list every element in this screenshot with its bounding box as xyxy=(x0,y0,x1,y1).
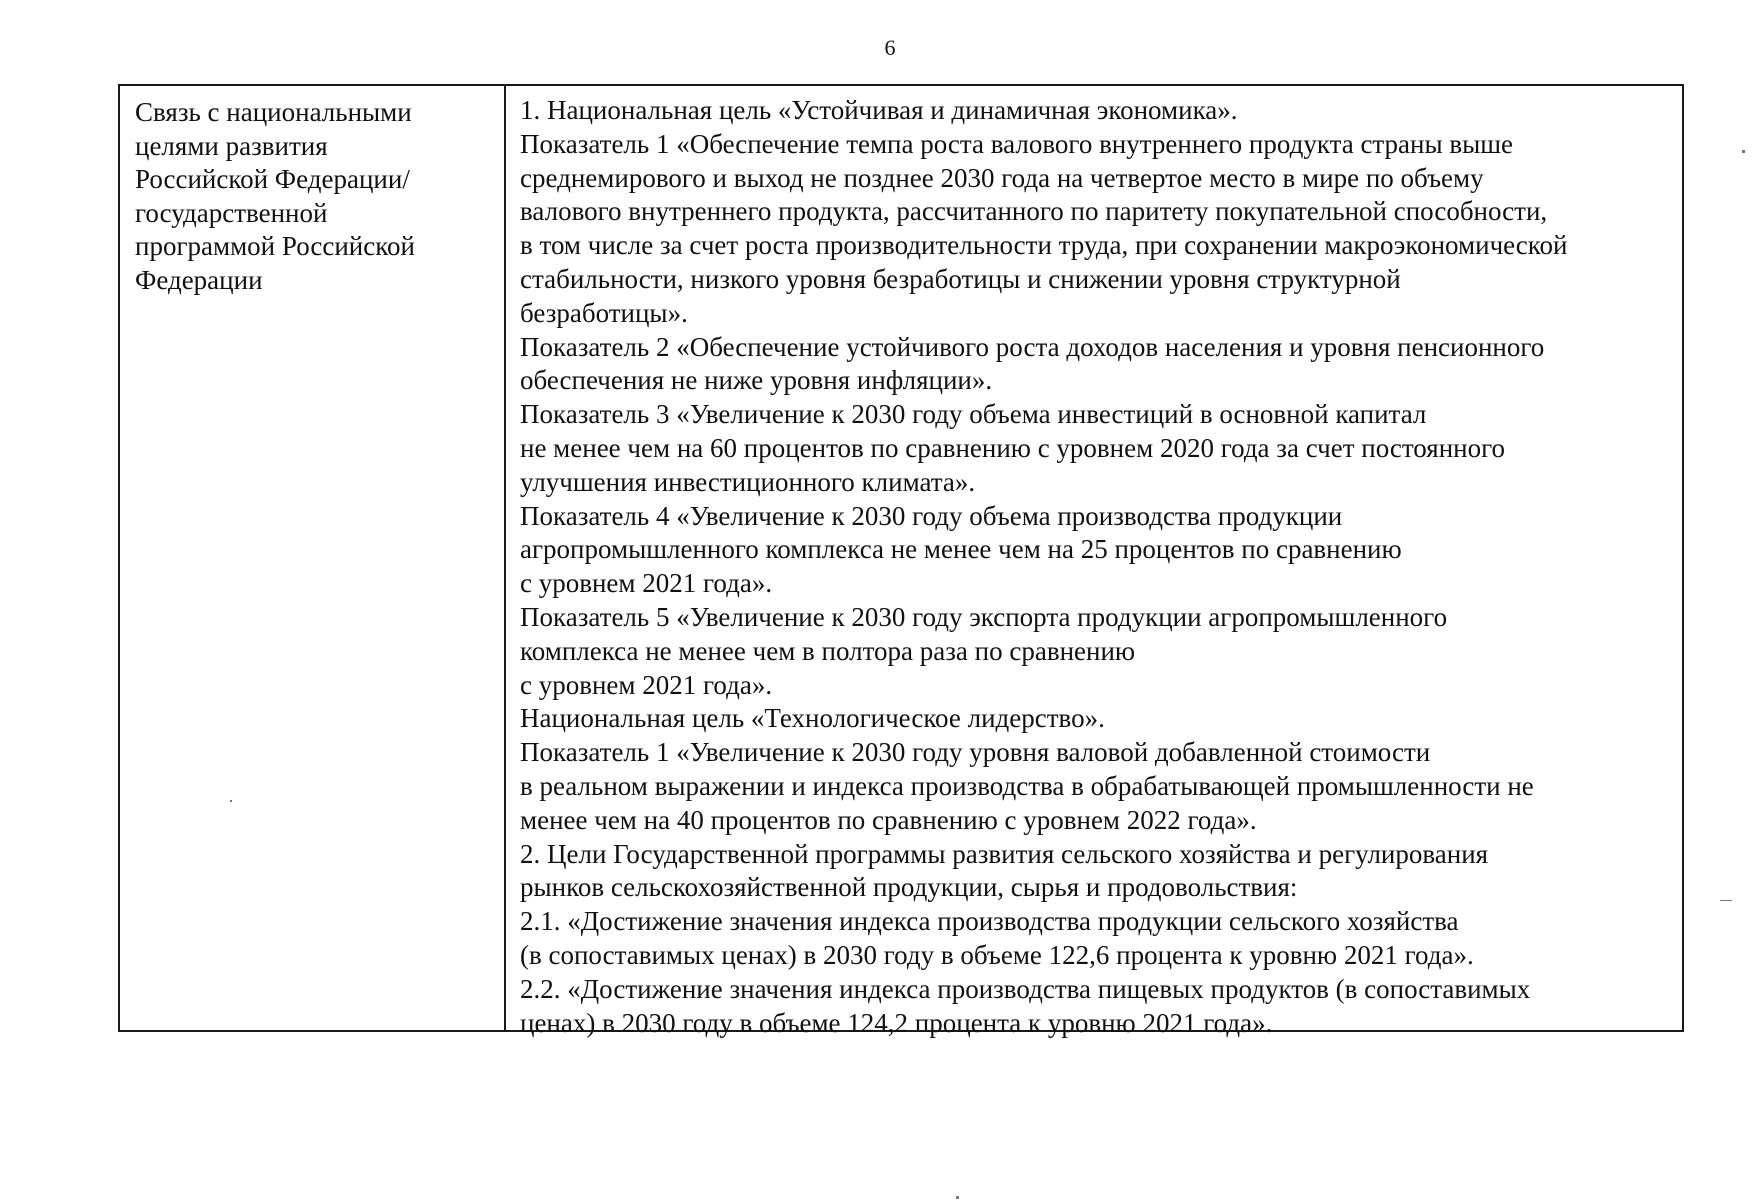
label-line: программой Российской xyxy=(135,231,415,261)
content-line: валового внутреннего продукта, рассчитанного по паритету покупательной способности, xyxy=(520,196,1548,227)
content-line: стабильности, низкого уровня безработицы и снижении уровня структурной xyxy=(520,263,1401,294)
content-line: с уровнем 2021 года». xyxy=(520,568,773,599)
content-line: Национальная цель «Технологическое лидерство». xyxy=(520,703,1105,734)
label-line: Федерации xyxy=(135,264,263,295)
content-line: улучшения инвестиционного климата». xyxy=(520,466,976,497)
document-table xyxy=(118,84,1684,1038)
content-line: в том числе за счет роста производительности труда, при сохранении макроэкономической xyxy=(520,230,1568,261)
content-line: агропромышленного комплекса не менее чем на 25 процентов по сравнению xyxy=(520,534,1402,565)
content-line: не менее чем на 60 процентов по сравнению с уровнем 2020 года за счет постоянного xyxy=(520,432,1505,463)
content-line: 2.2. «Достижение значения индекса производства пищевых продуктов (в сопоставимых xyxy=(520,973,1531,1004)
label-line: Российской Федерации/ xyxy=(135,164,410,194)
table-cell-label xyxy=(120,86,506,1030)
content-line: Показатель 1 «Обеспечение темпа роста валового внутреннего продукта страны выше xyxy=(520,128,1514,159)
content-line: Показатель 1 «Увеличение к 2030 году уровня валовой добавленной стоимости xyxy=(520,737,1431,768)
table-cell-content xyxy=(506,86,1682,1038)
content-line: обеспечения не ниже уровня инфляции». xyxy=(520,365,993,396)
page-number: 6 xyxy=(884,35,896,60)
scan-artifact xyxy=(956,1196,959,1199)
content-line: Показатель 2 «Обеспечение устойчивого роста доходов населения и уровня пенсионного xyxy=(520,331,1545,362)
scan-artifact xyxy=(1720,900,1732,901)
content-line: Показатель 4 «Увеличение к 2030 году объема производства продукции xyxy=(520,500,1343,531)
content-line: Показатель 3 «Увеличение к 2030 году объема инвестиций в основной капитал xyxy=(520,399,1427,430)
content-line: в реальном выражении и индекса производства в обрабатывающей промышленности не xyxy=(520,770,1534,801)
label-line: государственной xyxy=(135,197,328,228)
label-line: Связь с национальными xyxy=(135,97,412,127)
content-line: 1. Национальная цель «Устойчивая и динамичная экономика». xyxy=(520,95,1238,125)
content-line: 2. Цели Государственной программы развития сельского хозяйства и регулирования xyxy=(520,838,1489,869)
scan-artifact xyxy=(1742,150,1745,153)
label-line: целями развития xyxy=(135,130,328,161)
content-line: безработицы». xyxy=(520,297,688,328)
content-line: среднемирового и выход не позднее 2030 года на четвертое место в мире по объему xyxy=(520,162,1484,193)
content-line: 2.1. «Достижение значения индекса производства продукции сельского хозяйства xyxy=(520,906,1459,937)
content-line: с уровнем 2021 года». xyxy=(520,669,773,700)
content-line: рынков сельскохозяйственной продукции, сырья и продовольствия: xyxy=(520,872,1298,903)
content-line: ценах) в 2030 году в объеме 124,2 процента к уровню 2021 года». xyxy=(520,1007,1273,1038)
content-line: Показатель 5 «Увеличение к 2030 году экспорта продукции агропромышленного xyxy=(520,601,1448,632)
content-line: менее чем на 40 процентов по сравнению с уровнем 2022 года». xyxy=(520,804,1257,835)
scan-artifact xyxy=(230,800,232,802)
content-line: комплекса не менее чем в полтора раза по сравнению xyxy=(520,635,1136,666)
content-line: (в сопоставимых ценах) в 2030 году в объеме 122,6 процента к уровню 2021 года». xyxy=(520,939,1474,970)
